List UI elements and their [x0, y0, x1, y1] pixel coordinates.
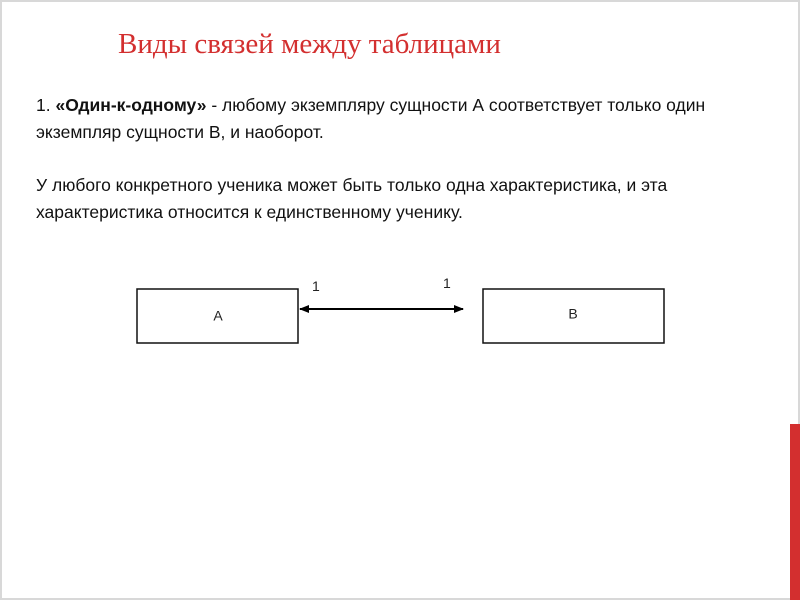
example-paragraph: У любого конкретного ученика может быть только одна характеристика, и эта характеристика относится к единственному ученику.: [36, 175, 668, 222]
definition-number: 1.: [36, 95, 51, 115]
slide-title: Виды связей между таблицами: [118, 28, 501, 60]
cardinality-a-label: 1: [312, 278, 320, 294]
cardinality-b-label: 1: [443, 275, 451, 291]
entity-a-label: А: [213, 307, 223, 324]
definition-term: «Один-к-одному»: [55, 95, 207, 115]
entity-b-label: В: [568, 305, 578, 322]
definition-text: - любому экземпляру сущности А соответствует только один экземпляр сущности В, и наоборот.: [36, 95, 706, 142]
